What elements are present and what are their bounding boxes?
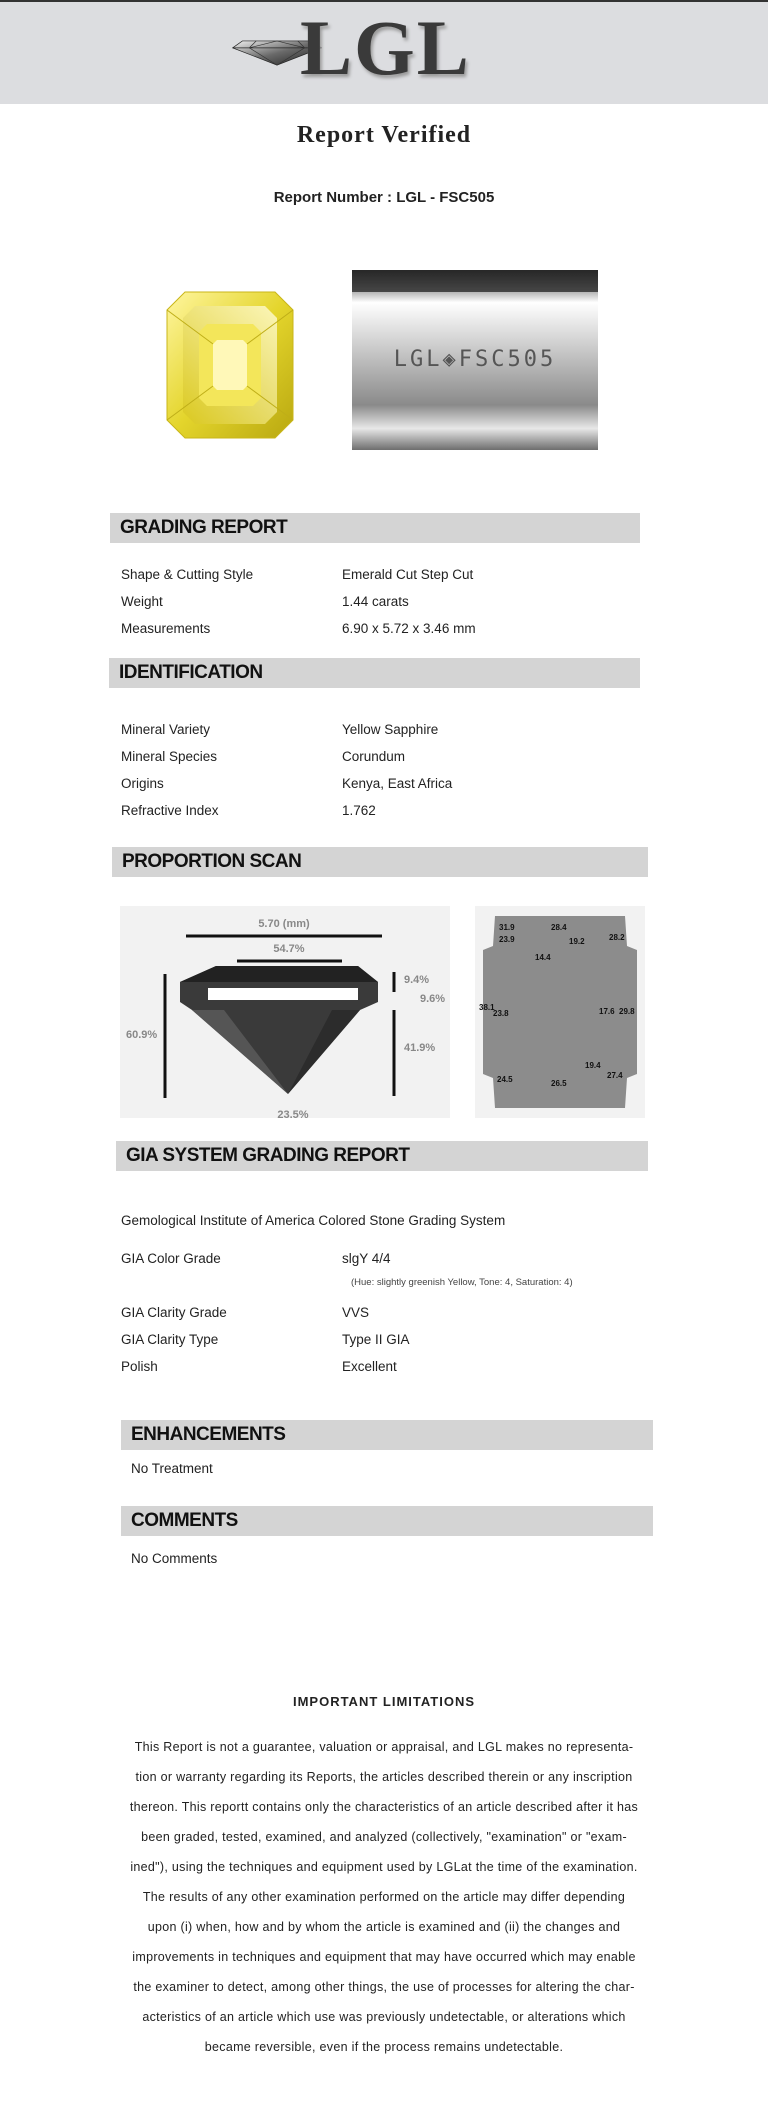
tv-label-6: 38.1	[479, 1003, 495, 1012]
limitations-line: This Report is not a guarantee, valuation or appraisal, and LGL makes no representa-	[134, 1740, 634, 1754]
gia-heading: GIA SYSTEM GRADING REPORT	[116, 1141, 648, 1171]
identification-heading: IDENTIFICATION	[109, 658, 640, 688]
measurements-label: Measurements	[121, 621, 211, 636]
tv-label-3: 19.2	[569, 937, 585, 946]
limitations-line: thereon. This reportt contains only the characteristics of an article described after it has	[129, 1800, 639, 1814]
profile-total-depth: 60.9%	[126, 1029, 158, 1041]
enhancements-heading: ENHANCEMENTS	[121, 1420, 653, 1450]
profile-crown-height: 9.4%	[404, 974, 430, 986]
gia-subtitle: Gemological Institute of America Colored Stone Grading System	[121, 1213, 506, 1228]
limitations-line: upon (i) when, how and by whom the article is examined and (ii) the changes and	[147, 1920, 621, 1934]
gem-photo	[133, 270, 327, 458]
inscription-text: LGL◈FSC505	[393, 347, 557, 372]
refractive-index-value: 1.762	[342, 803, 376, 818]
tv-label-13: 27.4	[607, 1071, 623, 1080]
gia-clarity-type-value: Type II GIA	[342, 1332, 410, 1347]
tv-label-7: 23.8	[493, 1009, 509, 1018]
tv-label-8: 17.6	[599, 1007, 615, 1016]
profile-pavilion-depth: 41.9%	[404, 1042, 436, 1054]
limitations-line: tion or warranty regarding its Reports, the articles described therein or any inscription	[135, 1770, 633, 1784]
limitations-line: acteristics of an article which use was previously undetectable, or alterations which	[142, 2010, 626, 2024]
tv-label-4: 28.2	[609, 933, 625, 942]
profile-culet: 23.5%	[277, 1109, 309, 1118]
tv-label-9: 29.8	[619, 1007, 635, 1016]
shape-label: Shape & Cutting Style	[121, 567, 254, 582]
origins-label: Origins	[121, 776, 164, 791]
tv-label-0: 31.9	[499, 923, 515, 932]
limitations-line: improvements in techniques and equipment that may have occurred which may enable	[132, 1950, 636, 1964]
tv-label-5: 14.4	[535, 953, 551, 962]
mineral-species-value: Corundum	[342, 749, 406, 764]
profile-table-label: 54.7%	[273, 943, 305, 955]
limitations-heading: IMPORTANT LIMITATIONS	[292, 1694, 476, 1709]
polish-value: Excellent	[342, 1359, 397, 1374]
limitations-line: the examiner to detect, among other things, the use of processes for altering the char-	[133, 1980, 635, 1994]
profile-width-label: 5.70 (mm)	[258, 918, 310, 930]
page-title: Report Verified	[296, 122, 472, 148]
tv-label-1: 28.4	[551, 923, 567, 932]
profile-girdle: 9.6%	[420, 993, 446, 1005]
gia-color-note: (Hue: slightly greenish Yellow, Tone: 4, Saturation: 4)	[351, 1277, 573, 1288]
grading-report-heading: GRADING REPORT	[110, 513, 640, 543]
tv-label-2: 23.9	[499, 935, 515, 944]
limitations-line: ined"), using the techniques and equipment used by LGLat the time of the examination.	[130, 1860, 638, 1874]
proportion-scan-heading: PROPORTION SCAN	[112, 847, 648, 877]
report-number: Report Number : LGL - FSC505	[273, 189, 495, 206]
origins-value: Kenya, East Africa	[342, 776, 453, 791]
proportion-profile-diagram	[120, 906, 450, 1118]
comments-heading: COMMENTS	[121, 1506, 653, 1536]
proportion-top-view-diagram	[475, 906, 645, 1118]
limitations-line: been graded, tested, examined, and analyzed (collectively, "examination" or "exam-	[141, 1830, 627, 1844]
gia-clarity-grade-value: VVS	[342, 1305, 370, 1320]
weight-label: Weight	[121, 594, 163, 609]
polish-label: Polish	[121, 1359, 158, 1374]
enhancements-text: No Treatment	[131, 1461, 213, 1476]
limitations-line: became reversible, even if the process remains undetectable.	[204, 2040, 564, 2054]
tv-label-12: 26.5	[551, 1079, 567, 1088]
tv-label-11: 19.4	[585, 1061, 601, 1070]
mineral-species-label: Mineral Species	[121, 749, 218, 764]
gia-clarity-grade-label: GIA Clarity Grade	[121, 1305, 227, 1320]
comments-text: No Comments	[131, 1551, 218, 1566]
mineral-variety-label: Mineral Variety	[121, 722, 211, 737]
measurements-value: 6.90 x 5.72 x 3.46 mm	[342, 621, 476, 636]
gia-color-label: GIA Color Grade	[121, 1251, 221, 1266]
inscription-photo	[352, 270, 598, 450]
shape-value: Emerald Cut Step Cut	[342, 567, 474, 582]
limitations-line: The results of any other examination performed on the article may differ depending	[142, 1890, 626, 1904]
header	[0, 0, 768, 104]
limitations-body	[118, 1732, 650, 2062]
refractive-index-label: Refractive Index	[121, 803, 219, 818]
weight-value: 1.44 carats	[342, 594, 409, 609]
mineral-variety-value: Yellow Sapphire	[342, 722, 439, 737]
gia-clarity-type-label: GIA Clarity Type	[121, 1332, 219, 1347]
tv-label-10: 24.5	[497, 1075, 513, 1084]
gia-color-value: slgY 4/4	[342, 1251, 391, 1266]
logo-text: LGL	[300, 4, 471, 91]
